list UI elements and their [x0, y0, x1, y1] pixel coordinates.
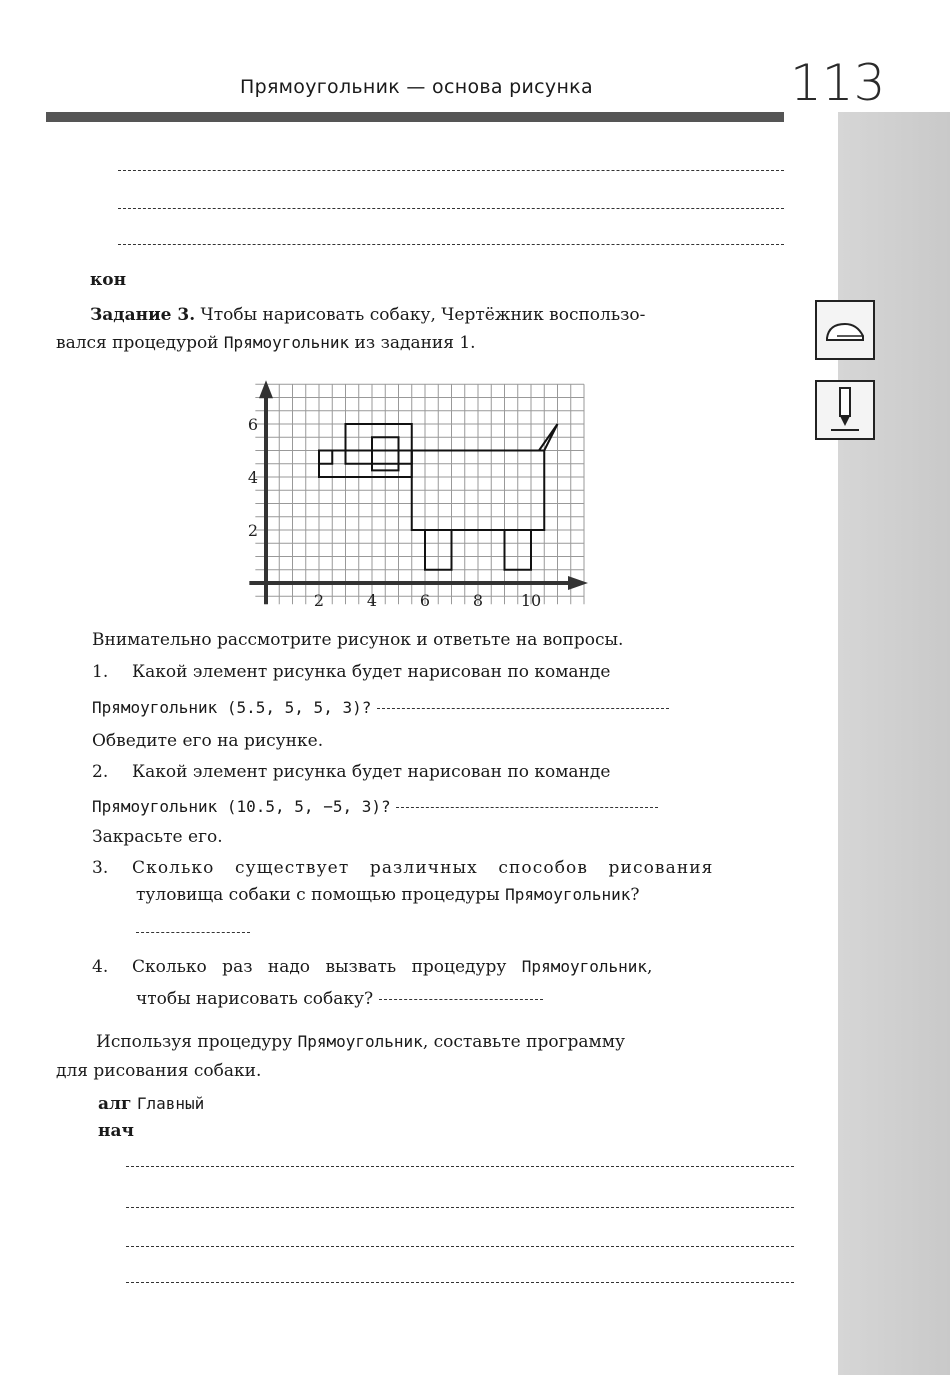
q2-after: Закрасьте его. [92, 827, 223, 847]
alg-keyword: алг [98, 1094, 132, 1114]
program-text-1b: , составьте программу [422, 1032, 625, 1052]
pen-icon-box [815, 380, 875, 440]
q3-line2 [136, 880, 639, 910]
mouse-icon-box [815, 300, 875, 360]
answer-line[interactable] [118, 244, 784, 245]
q2-text: Какой элемент рисунка будет нарисован по команде [132, 762, 611, 782]
x-tick-label: 6 [419, 591, 431, 610]
questions-intro: Внимательно рассмотрите рисунок и ответьте на вопросы. [92, 630, 624, 650]
answer-line[interactable] [118, 208, 784, 209]
nach-keyword: нач [98, 1121, 134, 1141]
alg-name: Главный [136, 1094, 205, 1113]
q3-answer-line[interactable] [136, 932, 250, 933]
task3-proc: Прямоугольник [223, 333, 350, 352]
task3-text-1: Чтобы нарисовать собаку, Чертёжник воспользо- [195, 305, 646, 325]
program-text-1a: Используя процедуру [96, 1032, 298, 1052]
y-axis-arrow [259, 380, 273, 398]
pen-icon [817, 382, 873, 438]
q3-proc: Прямоугольник [505, 885, 631, 904]
x-tick-label: 10 [520, 591, 542, 610]
q4-text-2: чтобы нарисовать собаку? [136, 989, 374, 1009]
q4-line1 [92, 952, 652, 982]
y-tick-label: 2 [247, 521, 258, 540]
q3-text-2a: туловища собаки с помощью процедуры [136, 885, 506, 905]
program-answer-line[interactable] [126, 1282, 794, 1283]
q1-line1 [92, 657, 610, 687]
q2-command: Прямоугольник (10.5, 5, −5, 3)? [92, 797, 391, 816]
q3-text-2b: ? [630, 885, 640, 905]
mouse-icon [817, 302, 873, 358]
q3-line1 [92, 853, 714, 883]
answer-line[interactable] [118, 170, 784, 171]
dog-nose [319, 451, 332, 464]
task3-line1 [90, 300, 645, 330]
q3-text-1: Сколько существует различных способов рисования [132, 858, 714, 878]
q1-number: 1. [92, 662, 109, 682]
q4-line2 [136, 984, 543, 1014]
program-proc: Прямоугольник [297, 1032, 423, 1051]
q3-number: 3. [92, 858, 109, 878]
y-tick-label: 6 [247, 415, 258, 434]
header-rule [46, 112, 784, 122]
program-line1 [96, 1027, 625, 1057]
task3-text-2b: из задания 1. [349, 333, 476, 353]
q2-number: 2. [92, 762, 109, 782]
q1-line2 [92, 693, 669, 723]
q1-after: Обведите его на рисунке. [92, 731, 324, 751]
task3-label: Задание 3. [90, 305, 196, 325]
kon-keyword: кон [90, 270, 127, 290]
x-tick-label: 4 [366, 591, 378, 610]
q1-text: Какой элемент рисунка будет нарисован по команде [132, 662, 611, 682]
program-answer-line[interactable] [126, 1166, 794, 1167]
q4-number: 4. [92, 957, 109, 977]
program-answer-line[interactable] [126, 1246, 794, 1247]
dog-head [346, 424, 412, 464]
program-line2: для рисования собаки. [56, 1061, 262, 1081]
q1-answer-line[interactable] [377, 708, 669, 709]
q1-command: Прямоугольник (5.5, 5, 5, 3)? [92, 698, 372, 717]
q4-answer-line[interactable] [379, 999, 543, 1000]
y-tick-label: 4 [247, 468, 258, 487]
page-header-title: Прямоугольник — основа рисунка [240, 76, 593, 98]
x-tick-label: 8 [472, 591, 484, 610]
q2-line1 [92, 757, 610, 787]
q4-text-1b: , [647, 957, 653, 977]
task3-text-2a: вался процедурой [56, 333, 224, 353]
q4-text-1a: Сколько раз надо вызвать процедуру [132, 957, 522, 977]
x-tick-label: 2 [313, 591, 325, 610]
task3-line2 [56, 328, 476, 358]
dog-grid-drawing [230, 375, 600, 610]
x-axis-arrow [568, 576, 588, 590]
program-answer-line[interactable] [126, 1207, 794, 1208]
alg-line [98, 1089, 204, 1119]
q2-answer-line[interactable] [396, 807, 658, 808]
q2-line2 [92, 792, 658, 822]
q4-proc: Прямоугольник [521, 957, 648, 976]
page-number: 113 [790, 54, 886, 112]
